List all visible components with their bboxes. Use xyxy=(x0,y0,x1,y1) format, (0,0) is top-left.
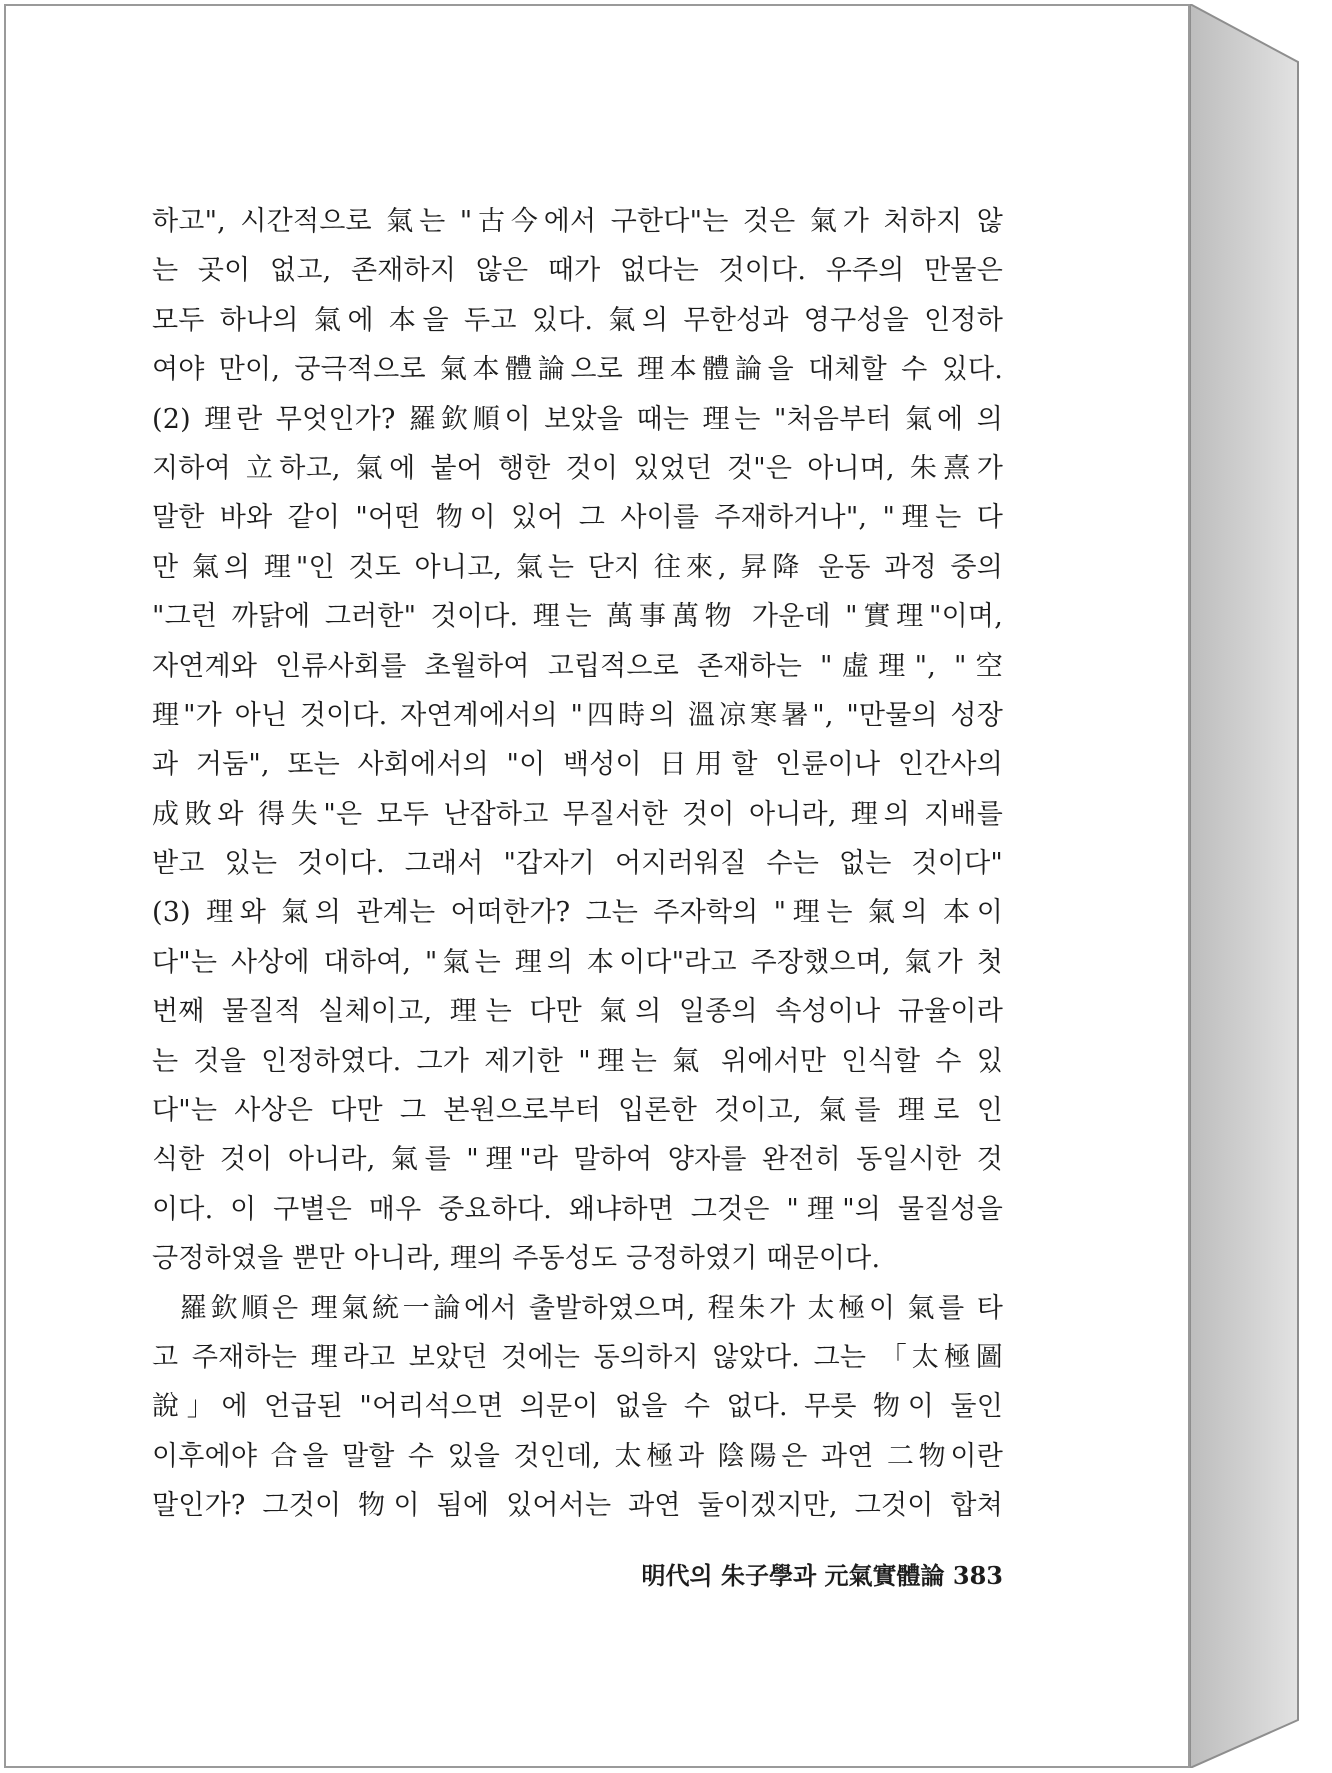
text-line: 식한 것이 아니라, 氣를 "理"라 말하여 양자를 완전히 동일시한 것 xyxy=(152,1144,1003,1176)
book-spine xyxy=(1190,4,1328,1768)
text-line: 받고 있는 것이다. 그래서 "갑자기 어지러워질 수는 없는 것이다" xyxy=(152,848,1003,880)
text-line: 여야 만이, 궁극적으로 氣本體論으로 理本體論을 대체할 수 있다. xyxy=(152,354,1003,386)
running-footer: 明代의 朱子學과 元氣實體論 383 xyxy=(641,1561,1003,1590)
text-line: (2) 理란 무엇인가? 羅欽順이 보았을 때는 理는 "처음부터 氣에 의 xyxy=(152,403,1003,435)
text-line: 고 주재하는 理라고 보았던 것에는 동의하지 않았다. 그는 「太極圖 xyxy=(152,1341,1003,1373)
text-line: 이다. 이 구별은 매우 중요하다. 왜냐하면 그것은 "理"의 물질성을 xyxy=(152,1193,1003,1225)
text-line: 說」에 언급된 "어리석으면 의문이 없을 수 없다. 무릇 物이 둘인 xyxy=(152,1391,1003,1423)
text-line: 말한 바와 같이 "어떤 物이 있어 그 사이를 주재하거나", "理는 다 xyxy=(152,502,1003,534)
text-line: 만 氣의 理"인 것도 아니고, 氣는 단지 往來, 昇降 운동 과정 중의 xyxy=(152,551,1003,583)
text-line: 자연계와 인류사회를 초월하여 고립적으로 존재하는 "虛理", "空 xyxy=(152,650,1003,682)
text-line: 하고", 시간적으로 氣는 "古今에서 구한다"는 것은 氣가 처하지 않 xyxy=(152,206,1003,237)
text-line: 는 곳이 없고, 존재하지 않은 때가 없다는 것이다. 우주의 만물은 xyxy=(152,255,1003,287)
text-line: 과 거둠", 또는 사회에서의 "이 백성이 日用할 인륜이나 인간사의 xyxy=(152,749,1003,781)
text-line: 成敗와 得失"은 모두 난잡하고 무질서한 것이 아니라, 理의 지배를 xyxy=(152,798,1003,830)
text-line: 지하여 立하고, 氣에 붙어 행한 것이 있었던 것"은 아니며, 朱熹가 xyxy=(152,452,1003,484)
text-line: (3) 理와 氣의 관계는 어떠한가? 그는 주자학의 "理는 氣의 本이 xyxy=(152,897,1003,929)
text-line: 긍정하였을 뿐만 아니라, 理의 주동성도 긍정하였기 때문이다. xyxy=(152,1243,881,1275)
text-line: 는 것을 인정하였다. 그가 제기한 "理는 氣 위에서만 인식할 수 있 xyxy=(152,1045,1003,1077)
text-line: 理"가 아닌 것이다. 자연계에서의 "四時의 溫凉寒暑", "만물의 성장 xyxy=(152,699,1003,731)
text-line: 다"는 사상에 대하여, "氣는 理의 本이다"라고 주장했으며, 氣가 첫 xyxy=(152,946,1003,978)
text-line: 다"는 사상은 다만 그 본원으로부터 입론한 것이고, 氣를 理로 인 xyxy=(152,1095,1003,1127)
text-line: 모두 하나의 氣에 本을 두고 있다. 氣의 무한성과 영구성을 인정하 xyxy=(152,304,1003,336)
text-line: 羅欽順은 理氣統一論에서 출발하였으며, 程朱가 太極이 氣를 타 xyxy=(180,1292,1003,1324)
text-line: 말인가? 그것이 物이 됨에 있어서는 과연 둘이겠지만, 그것이 합쳐 xyxy=(152,1490,1003,1522)
text-line: 이후에야 合을 말할 수 있을 것인데, 太極과 陰陽은 과연 二物이란 xyxy=(152,1440,1003,1472)
text-line: "그런 까닭에 그러한" 것이다. 理는 萬事萬物 가운데 "實理"이며, xyxy=(152,601,1003,633)
body-text xyxy=(152,197,1003,1531)
text-line: 번째 물질적 실체이고, 理는 다만 氣의 일종의 속성이나 규율이라 xyxy=(152,996,1003,1028)
